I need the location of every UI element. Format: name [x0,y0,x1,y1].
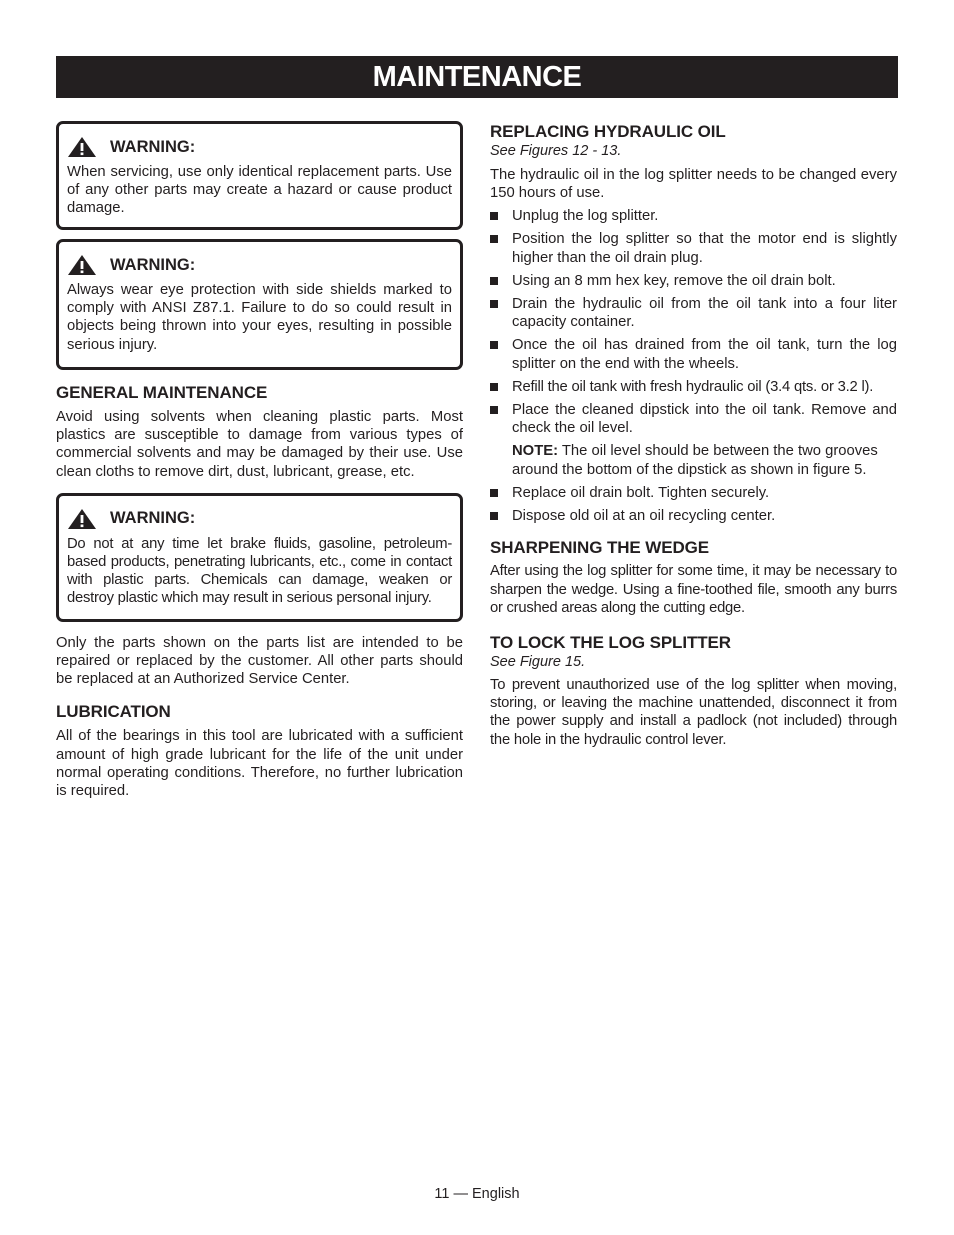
list-item: Dispose old oil at an oil recycling center. [490,507,897,526]
warning-title: WARNING: [110,255,196,274]
bullet-square-icon [490,341,498,349]
list-item: Place the cleaned dipstick into the oil tank. Remove and check the oil level. [490,401,897,438]
list-item: Refill the oil tank with fresh hydraulic oil (3.4 qts. or 3.2 l). [490,378,897,397]
bullet-square-icon [490,300,498,308]
warning-triangle-icon [67,254,97,276]
figure-reference: See Figure 15. [490,654,586,671]
page-number-footer: 11 — English [434,1186,520,1202]
warning-text: Do not at any time let brake fluids, gasoline, petroleum-based products, penetrating lubricants, etc., come in contact with plastic parts. Chemicals can damage, weaken or destroy plastic which may result in serious personal injury. [67,535,452,607]
list-item: Once the oil has drained from the oil tank, turn the log splitter on the end with the wheels. [490,336,897,373]
bullet-square-icon [490,406,498,414]
warning-title: WARNING: [110,509,196,528]
figure-reference: See Figures 12 - 13. [490,143,622,159]
hydraulic-intro-text: The hydraulic oil in the log splitter needs to be changed every 150 hours of use. [490,167,897,202]
page-title-banner: MAINTENANCE [56,56,898,98]
dipstick-note [490,442,897,479]
sharpening-wedge-text: After using the log splitter for some time, it may be necessary to sharpen the wedge. Using a fine-toothed file, smooth any burrs or crushed areas along the cutting edge. [490,563,897,616]
list-item: Position the log splitter so that the motor end is slightly higher than the oil drain plug. [490,230,897,267]
bullet-square-icon [490,212,498,220]
list-item: Using an 8 mm hex key, remove the oil drain bolt. [490,272,897,291]
lubrication-text: All of the bearings in this tool are lubricated with a sufficient amount of high grade lubricant for the life of the unit under normal operating conditions. Therefore, no further lubrication is required. [56,728,463,800]
heading-replacing-hydraulic-oil: REPLACING HYDRAULIC OIL [490,122,726,141]
bullet-square-icon [490,383,498,391]
note-label: NOTE: [512,443,559,460]
general-maintenance-text: Avoid using solvents when cleaning plastic parts. Most plastics are susceptible to damage from various types of commercial solvents and may be damaged by their use. Use clean cloths to remove dirt, dust, lubricant, grease, etc. [56,409,463,480]
parts-replacement-text: Only the parts shown on the parts list are intended to be repaired or replaced by the customer. All other parts should be replaced at an Authorized Service Center. [56,634,463,688]
list-item: Drain the hydraulic oil from the oil tank into a four liter capacity container. [490,295,897,332]
warning-box-chemicals [56,493,463,622]
heading-general-maintenance: GENERAL MAINTENANCE [56,383,268,402]
lock-log-splitter-text: To prevent unauthorized use of the log splitter when moving, storing, or leaving the machine unattended, disconnect it from the power supply and install a padlock (not included) through the hole in the hydraulic control lever. [490,677,897,748]
hydraulic-steps-list-continued [490,484,897,526]
note-text: The oil level should be between the two grooves around the bottom of the dipstick as shown in figure 5. [512,443,878,478]
heading-lubrication: LUBRICATION [56,702,171,722]
warning-text: Always wear eye protection with side shields marked to comply with ANSI Z87.1. Failure to do so could result in objects being thrown into your eyes, resulting in possible serious injury. [67,282,452,353]
heading-sharpening-wedge: SHARPENING THE WEDGE [490,538,710,558]
list-item: Replace oil drain bolt. Tighten securely. [490,484,897,503]
warning-text: When servicing, use only identical replacement parts. Use of any other parts may create a hazard or cause product damage. [67,164,452,217]
hydraulic-steps-list [490,207,897,438]
right-column [490,122,897,749]
warning-box-eye-protection [56,239,463,370]
bullet-square-icon [490,235,498,243]
warning-title: WARNING: [110,137,196,156]
warning-triangle-icon [67,508,97,530]
bullet-square-icon [490,489,498,497]
left-column [56,121,463,800]
bullet-square-icon [490,277,498,285]
warning-box-replacement-parts [56,121,463,230]
bullet-square-icon [490,512,498,520]
list-item: Unplug the log splitter. [490,207,897,226]
heading-lock-log-splitter: TO LOCK THE LOG SPLITTER [490,633,731,653]
warning-triangle-icon [67,136,97,158]
